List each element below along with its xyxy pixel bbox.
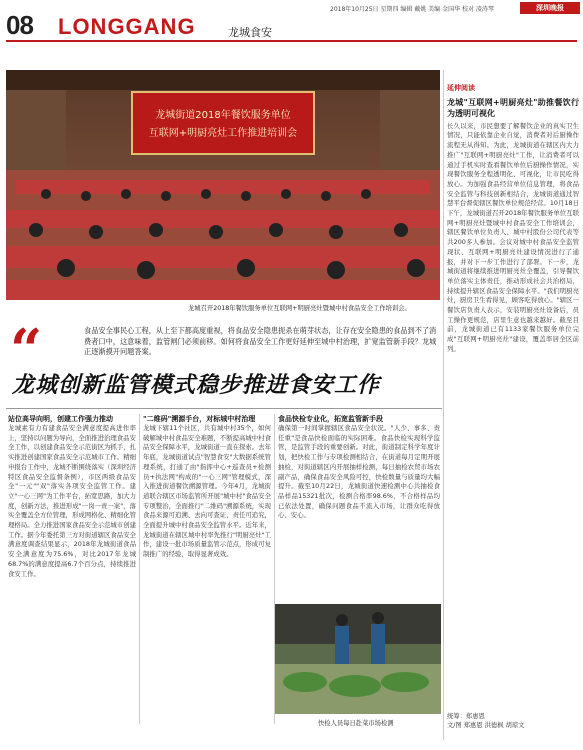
meeting-photo bbox=[6, 70, 440, 300]
section-title: LONGGANG bbox=[58, 14, 196, 39]
page-header bbox=[0, 0, 583, 62]
newspaper-logo: 深圳晚报 bbox=[520, 2, 580, 14]
byline-coordinator: 统筹：郑惠恩 bbox=[447, 713, 485, 720]
subsection-title: 龙城食安 bbox=[228, 26, 272, 39]
lead-paragraph: 食品安全事民心工程，从上至下都高度重视，将食品安全隐患扼杀在萌芽状态，让存在安全隐患的食品到不了消费者口中，这意味着，监管闸门必须前移。如何将食品安全工作更好延伸至城中村治理，扩宽监管新手段？龙城正逐渐摸开问题答案。 bbox=[84, 326, 437, 357]
column-divider bbox=[139, 414, 140, 724]
article-column-2 bbox=[143, 414, 271, 724]
sidebar-tag: 延伸阅读 bbox=[447, 84, 475, 92]
photo-caption: 龙城召开2018年餐饮服务单位互联网+明厨亮灶暨城中村食品安全工作培训会。 bbox=[188, 305, 411, 312]
page-number: 08 bbox=[6, 10, 33, 40]
market-photo-caption: 快检人员每日赴菜市场检测 bbox=[318, 720, 394, 727]
column-3-body: 确保第一时间掌握辖区食品安全状况。"人少、事多、责任重"是食品快检面临的实际困难。食品快检实现科学监管，是监管手段的重要创新。对此，街道制定科学年度计划，把快检工作与专项检测相结合，在街道每月定期开展抽检，对街道辖区内开展抽样检测，每日抽检农贸市场农副产品，确保食品安全风险可控，快检数量与质量均大幅提升。截至10月22日，龙城街道快速检测中心共抽检食品样品15321批次，检测合格率98.6%，不合格样品均已依法处置，确保问题食品不流入市场，让群众吃得放心、安心。 bbox=[278, 424, 440, 520]
market-photo-image bbox=[275, 604, 441, 714]
meeting-photo-image bbox=[6, 70, 440, 300]
column-1-body: 龙城素有力有建食品安全满意度提高进作率上，坚持以问题为导向，全面推进治理食品安全工作，以创建食品安全示范街区为抓手，扎实推进创建国家食品安全示范城市工作。精细申报台工作中，龙城不断围绕落实（深圳经济特区食品安全监督条例），市区两级食品安全"一元""双"落实各项安全监管工作。建立"一心三网"为工作平台，拓宽思路，加大力度，创新方法，推进形成"一岗一责一案"，落实全覆盖全方位管理，形成网格化、精细化管理格局。全力推进国家食品安全示范城市创建工作。据今年委托第三方对街道辖区食品安全满意度调查结果显示，2018年龙城街道食品安全满意度为75.6%，对比2017年龙城68.7%的满意度提高6.7个百分点，持续推进食安工作。 bbox=[8, 424, 136, 578]
headline-rule bbox=[6, 408, 442, 409]
column-2-body: 龙城下辖11个社区，共有城中村35个，如何破解城中村食品安全难题，不断提高城中村食品安全保障水平，龙城街道一直在探索。去年年底，龙城街道试点"智慧食安"大数据系统管理系统，打通了由"指挥中心+巡查员+检测员+执法网"构成的"一心三网"管理模式，深入推进街道餐饮溯源管理。今年4月，龙城街道联合辖区市场监管所开展"城中村"食品安全专项整治，全面推行"二维码"溯源系统，实现食品来源可追溯、去向可查证、责任可追究，全面提升城中村食品安全监管水平。近年来，龙城街道在辖区城中村率先推行"明厨亮灶"工作，建设一批市场质量监管示范点，形成可复制推广的经验，取得显著成效。 bbox=[143, 424, 271, 559]
byline bbox=[447, 712, 579, 730]
banner-line-2: 互联网+明厨亮灶工作推进培训会 bbox=[148, 128, 298, 139]
article-column-1 bbox=[8, 414, 136, 724]
banner-line-1: 龙城街道2018年餐饮服务单位 bbox=[155, 110, 291, 121]
byline-authors: 文/图 郑惠恩 洪德枫 胡琼文 bbox=[447, 722, 525, 729]
article-column-3 bbox=[278, 414, 440, 600]
column-3-subhead: 食品快检专业化，拓宽监管新手段 bbox=[278, 415, 383, 423]
column-divider bbox=[443, 70, 444, 740]
sidebar-title: 龙城"互联网+明厨亮灶"助推餐饮行为透明可视化 bbox=[447, 97, 579, 118]
dateline: 2018年10月25日 星期四 编辑 戴姚 美编 金国华 校对 凌涛琴 bbox=[330, 6, 494, 13]
column-1-subhead: 站位高导向明，创建工作强力推动 bbox=[8, 415, 113, 423]
column-2-subhead: "二维码"溯源手台，对标城中村治理 bbox=[143, 415, 256, 423]
sidebar-body: 长久以来，市民想要了解餐饮企业的真实卫生情况，只能依靠企业自觉，消费者对后厨操作流程无从得知。为此，龙城街道在辖区内大力推广"互联网+明厨亮灶"工作，让消费者可以通过手机实时查看餐饮单位后厨操作情况，实现餐饮服务全程透明化、可视化，让市民吃得放心。为加强食品经营单位信息管理，将食品安全监管与科技创新相结合，龙城街道通过智慧平台督促辖区餐饮单位规范经营。10月18日下午，龙城街道召开2018年餐饮服务单位互联网+明厨亮灶暨城中村食品安全工作培训会，辖区餐饮单位负责人、城中村股份公司代表等共200多人参加。会议对城中村食品安全监管现状、互联网+明厨亮灶建设情况进行了通报，并对下一步工作进行了部署。下一步，龙城街道将继续推进明厨亮灶全覆盖，引导餐饮单位落实主体责任，推动形成社会共治格局，持续提升辖区食品安全保障水平。"我们明厨亮灶，厨房卫生看得见，顾客吃得放心。"辖区一餐饮店负责人表示，安装明厨亮灶设备后，员工操作更规范，店里生意也越来越好。截至目前，龙城街道已有1133家餐饮服务单位完成"互联网+明厨亮灶"建设，覆盖率居全区前列。 bbox=[447, 121, 579, 353]
headline: 龙城创新监管模式稳步推进食安工作 bbox=[12, 372, 381, 398]
quote-mark-icon: “ bbox=[10, 317, 43, 383]
meeting-banner bbox=[132, 92, 314, 154]
market-photo bbox=[275, 604, 441, 714]
sidebar-article bbox=[447, 84, 579, 732]
header-rule bbox=[6, 40, 577, 42]
